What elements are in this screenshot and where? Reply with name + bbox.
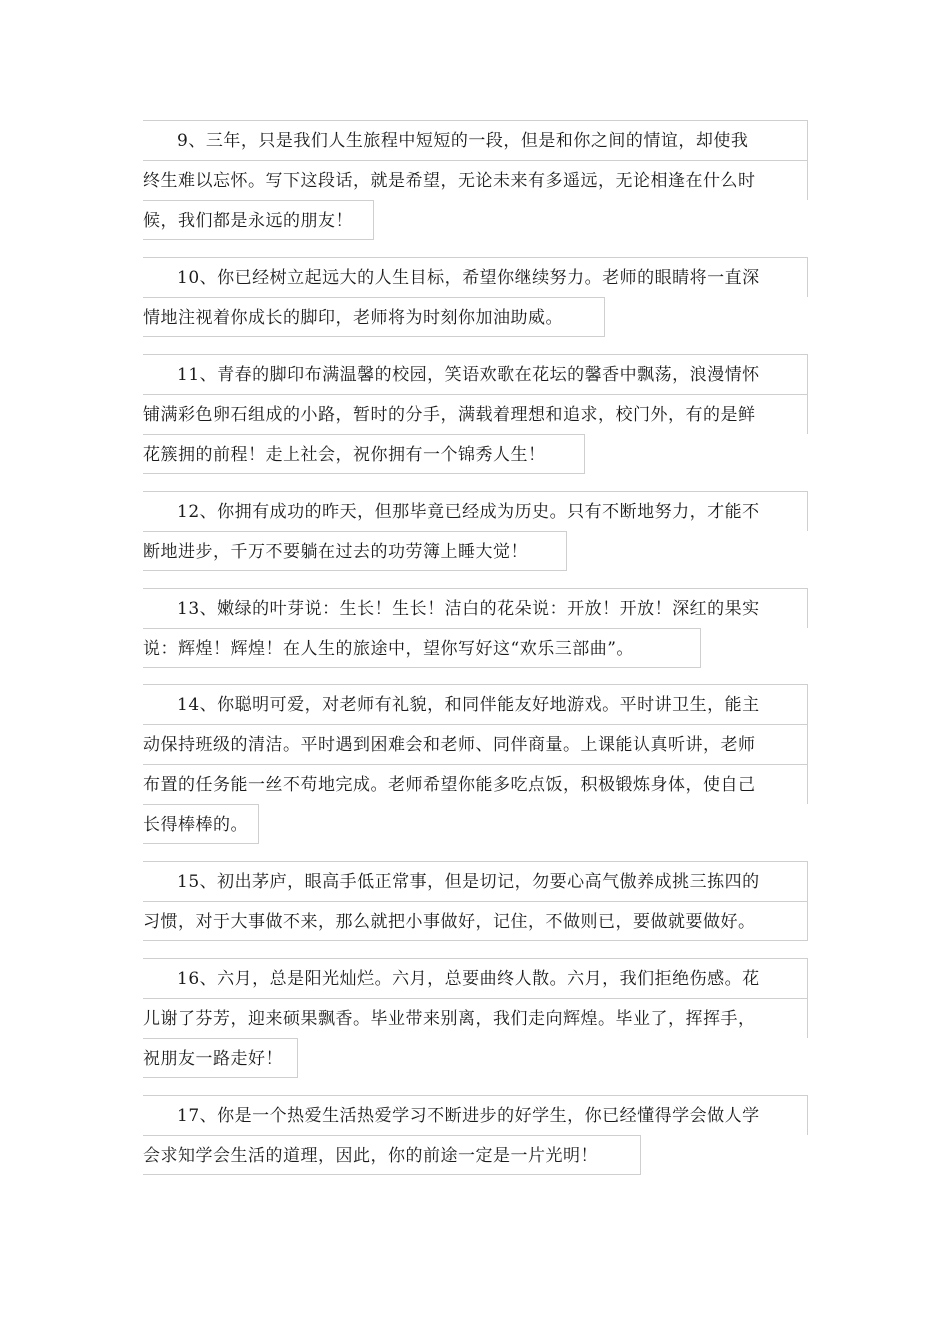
paragraph-15 <box>143 861 808 941</box>
text-line: 11、青春的脚印布满温馨的校园，笑语欢歌在花坛的馨香中飘荡，浪漫情怀 <box>143 354 808 394</box>
paragraph-10 <box>143 257 808 337</box>
paragraph-17 <box>143 1095 808 1175</box>
text-line: 铺满彩色卵石组成的小路，暂时的分手，满载着理想和追求，校门外，有的是鲜 <box>143 394 808 434</box>
text-line: 布置的任务能一丝不苟地完成。老师希望你能多吃点饭，积极锻炼身体，使自己 <box>143 764 808 804</box>
paragraph-11 <box>143 354 808 474</box>
paragraph-16 <box>143 958 808 1078</box>
text-line: 祝朋友一路走好！ <box>143 1038 298 1078</box>
text-line: 长得棒棒的。 <box>143 804 259 844</box>
paragraph-13 <box>143 588 808 668</box>
text-line: 10、你已经树立起远大的人生目标，希望你继续努力。老师的眼睛将一直深 <box>143 257 808 297</box>
text-line: 15、初出茅庐，眼高手低正常事，但是切记，勿要心高气傲养成挑三拣四的 <box>143 861 808 901</box>
text-line: 12、你拥有成功的昨天，但那毕竟已经成为历史。只有不断地努力，才能不 <box>143 491 808 531</box>
text-line: 断地进步，千万不要躺在过去的功劳簿上睡大觉！ <box>143 531 567 571</box>
paragraph-9 <box>143 120 808 240</box>
text-line: 会求知学会生活的道理，因此，你的前途一定是一片光明！ <box>143 1135 641 1175</box>
text-line: 情地注视着你成长的脚印，老师将为时刻你加油助威。 <box>143 297 605 337</box>
text-line: 候，我们都是永远的朋友！ <box>143 200 374 240</box>
text-line: 儿谢了芬芳，迎来硕果飘香。毕业带来别离，我们走向辉煌。毕业了，挥挥手， <box>143 998 808 1038</box>
paragraph-14 <box>143 684 808 844</box>
text-line: 花簇拥的前程！走上社会，祝你拥有一个锦秀人生！ <box>143 434 585 474</box>
text-line: 说：辉煌！辉煌！在人生的旅途中，望你写好这“欢乐三部曲”。 <box>143 628 701 668</box>
text-line: 14、你聪明可爱，对老师有礼貌，和同伴能友好地游戏。平时讲卫生，能主 <box>143 684 808 724</box>
text-line: 终生难以忘怀。写下这段话，就是希望，无论未来有多遥远，无论相逢在什么时 <box>143 160 808 200</box>
text-line: 13、嫩绿的叶芽说：生长！生长！洁白的花朵说：开放！开放！深红的果实 <box>143 588 808 628</box>
paragraph-12 <box>143 491 808 571</box>
text-line: 17、你是一个热爱生活热爱学习不断进步的好学生，你已经懂得学会做人学 <box>143 1095 808 1135</box>
text-line: 9、三年，只是我们人生旅程中短短的一段，但是和你之间的情谊，却使我 <box>143 120 808 160</box>
text-line: 习惯，对于大事做不来，那么就把小事做好，记住，不做则已，要做就要做好。 <box>143 901 808 941</box>
text-line: 16、六月，总是阳光灿烂。六月，总要曲终人散。六月，我们拒绝伤感。花 <box>143 958 808 998</box>
text-line: 动保持班级的清洁。平时遇到困难会和老师、同伴商量。上课能认真听讲，老师 <box>143 724 808 764</box>
